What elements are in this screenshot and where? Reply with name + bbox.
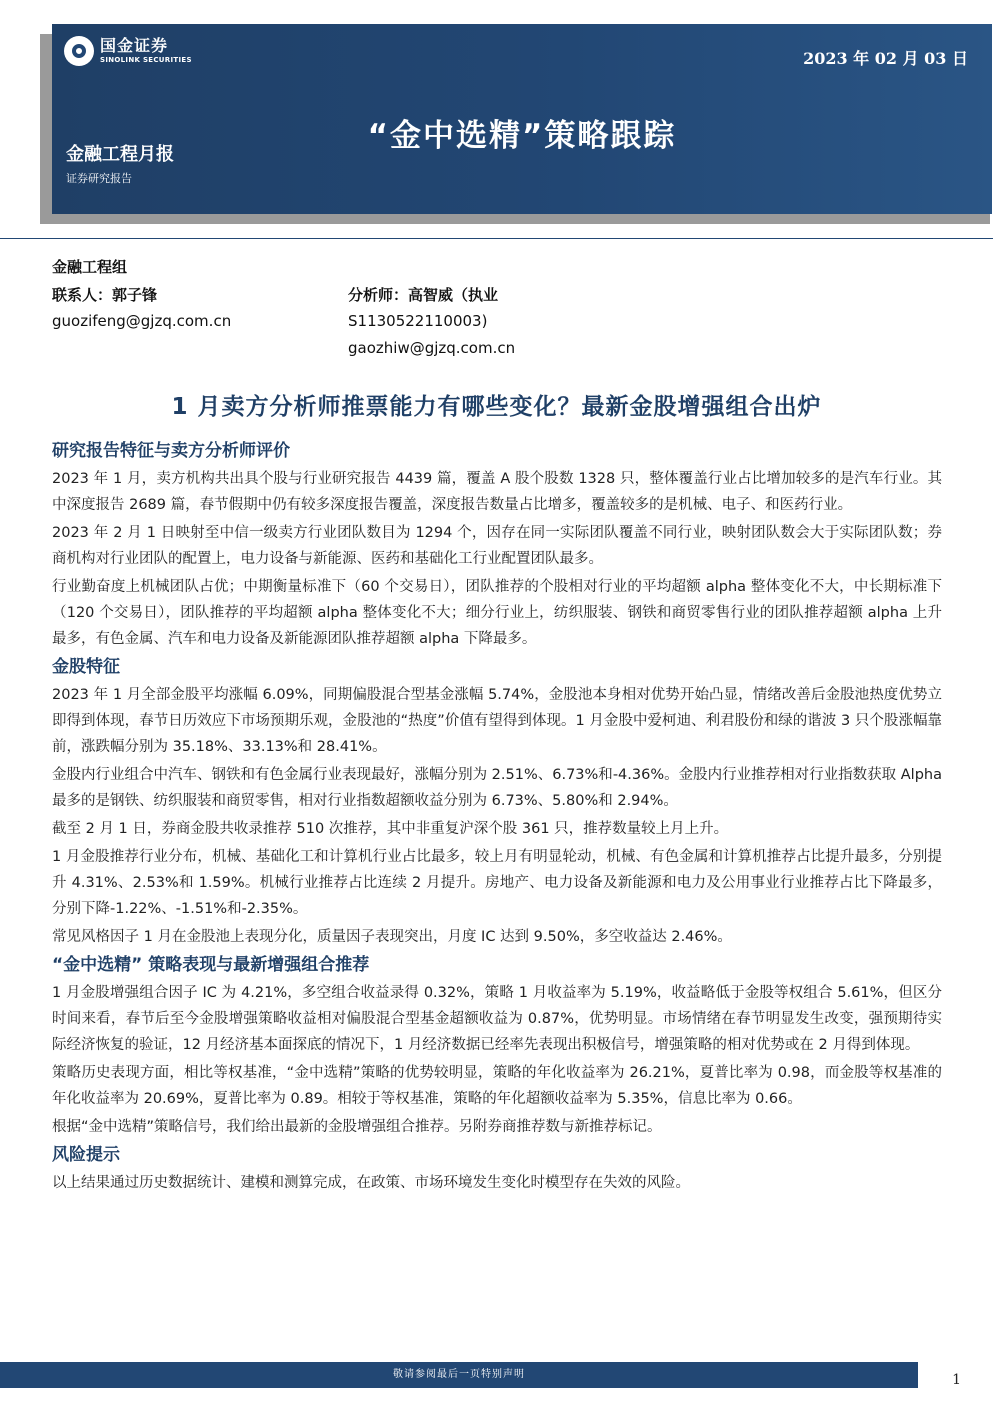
paragraph: 截至 2 月 1 日，券商金股共收录推荐 510 次推荐，其中非重复沪深个股 361 只，推荐数量较上月上升。	[52, 821, 729, 837]
section-golden-stock-features	[52, 652, 942, 950]
paragraph: 2023 年 1 月全部金股平均涨幅 6.09%，同期偏股混合型基金涨幅 5.74%，金股池本身相对优势开始凸显，情绪改善后金股池热度优势立即得到体现，春节日历效应下市场预期乐观，金股池的“热度”价值有望得到体现。1 月金股中爱柯迪、利君股份和绿的谐波 3 只个股涨幅靠前，涨跌幅分别为 35.18%、33.13%和 28.41%。	[52, 687, 942, 755]
paragraph: 策略历史表现方面，相比等权基准，“金中选精”策略的优势较明显，策略的年化收益率为 26.21%，夏普比率为 0.98，而金股等权基准的年化收益率为 20.69%，夏普比率为 0.89。相较于等权基准，策略的年化超额收益率为 5.35%，信息比率为 0.66。	[52, 1065, 942, 1107]
team-name: 金融工程组	[52, 258, 128, 276]
paragraph: 根据“金中选精”策略信号，我们给出最新的金股增强组合推荐。另附券商推荐数与新推荐标记。	[52, 1119, 662, 1135]
analyst-email[interactable]: gaozhiw@gjzq.com.cn	[348, 339, 516, 357]
report-body	[52, 436, 942, 1196]
logo-circle-icon	[64, 36, 94, 66]
paragraph: 金股内行业组合中汽车、钢铁和有色金属行业表现最好，涨幅分别为 2.51%、6.73%和-4.36%。金股内行业推荐相对行业指数获取 Alpha 最多的是钢铁、纺织服装和商贸零售，相对行业指数超额收益分别为 6.73%、5.80%和 2.94%。	[52, 767, 942, 809]
section-research-features	[52, 436, 942, 652]
footer-disclaimer[interactable]: 敬请参阅最后一页特别声明	[0, 1362, 918, 1388]
header-divider	[0, 238, 993, 239]
page-number: 1	[952, 1372, 961, 1388]
section-strategy-performance	[52, 950, 942, 1140]
paragraph: 1 月金股增强组合因子 IC 为 4.21%，多空组合收益录得 0.32%，策略 1 月收益率为 5.19%，收益略低于金股等权组合 5.61%，但区分时间来看，春节后至今金股增强策略收益相对偏股混合型基金超额收益为 0.87%，优势明显。市场情绪在春节明显发生改变，强预期待实际经济恢复的验证，12 月经济基本面探底的情况下，1 月经济数据已经率先表现出积极信号，增强策略的相对优势或在 2 月得到体现。	[52, 985, 942, 1053]
contact-email[interactable]: guozifeng@gjzq.com.cn	[52, 312, 232, 330]
paragraph: 常见风格因子 1 月在金股池上表现分化，质量因子表现突出，月度 IC 达到 9.50%，多空收益达 2.46%。	[52, 929, 732, 945]
analyst-name: 分析师：高智威（执业	[348, 286, 499, 304]
company-logo	[64, 36, 192, 66]
paragraph: 2023 年 1 月，卖方机构共出具个股与行业研究报告 4439 篇，覆盖 A 股个股数 1328 只，整体覆盖行业占比增加较多的是汽车行业。其中深度报告 2689 篇，春节假期中仍有较多深度报告覆盖，深度报告数量占比增多，覆盖较多的是机械、电子、和医药行业。	[52, 471, 942, 513]
contact-person: 联系人：郭子锋	[52, 286, 158, 304]
paragraph: 2023 年 2 月 1 日映射至中信一级卖方行业团队数目为 1294 个，因存在同一实际团队覆盖不同行业，映射团队数会大于实际团队数；券商机构对行业团队的配置上，电力设备与新能源、医药和基础化工行业配置团队最多。	[52, 525, 942, 567]
section-title: 风险提示	[52, 1145, 120, 1165]
paragraph: 以上结果通过历史数据统计、建模和测算完成，在政策、市场环境发生变化时模型存在失效的风险。	[52, 1175, 690, 1191]
logo-name-cn: 国金证券	[100, 36, 169, 55]
analyst-certificate: S1130522110003)	[348, 312, 488, 330]
section-title: 研究报告特征与卖方分析师评价	[52, 441, 290, 461]
report-subtype: 证券研究报告	[66, 172, 132, 185]
logo-name-en: SINOLINK SECURITIES	[100, 56, 192, 64]
report-type: 金融工程月报	[66, 144, 174, 165]
section-title: “金中选精” 策略表现与最新增强组合推荐	[52, 955, 370, 975]
report-title: “金中选精”策略跟踪	[367, 118, 677, 154]
paragraph: 行业勤奋度上机械团队占优；中期衡量标准下（60 个交易日），团队推荐的个股相对行业的平均超额 alpha 整体变化不大，中长期标准下（120 个交易日），团队推荐的平均超额 alpha 整体变化不大；细分行业上，纺织服装、钢铁和商贸零售行业的团队推荐超额 alpha 上升最多，有色金属、汽车和电力设备及新能源团队推荐超额 alpha 下降最多。	[52, 579, 942, 647]
section-risk-warning	[52, 1140, 942, 1196]
report-headline: 1 月卖方分析师推票能力有哪些变化？最新金股增强组合出炉	[171, 394, 822, 420]
report-banner	[52, 24, 992, 214]
report-date: 2023 年 02 月 03 日	[803, 49, 968, 68]
paragraph: 1 月金股推荐行业分布，机械、基础化工和计算机行业占比最多，较上月有明显轮动，机械、有色金属和计算机推荐占比提升最多，分别提升 4.31%、2.53%和 1.59%。机械行业推荐占比连续 2 月提升。房地产、电力设备及新能源和电力及公用事业行业推荐占比下降最多，分别下降-1.22%、-1.51%和-2.35%。	[52, 849, 942, 917]
section-title: 金股特征	[52, 657, 120, 677]
